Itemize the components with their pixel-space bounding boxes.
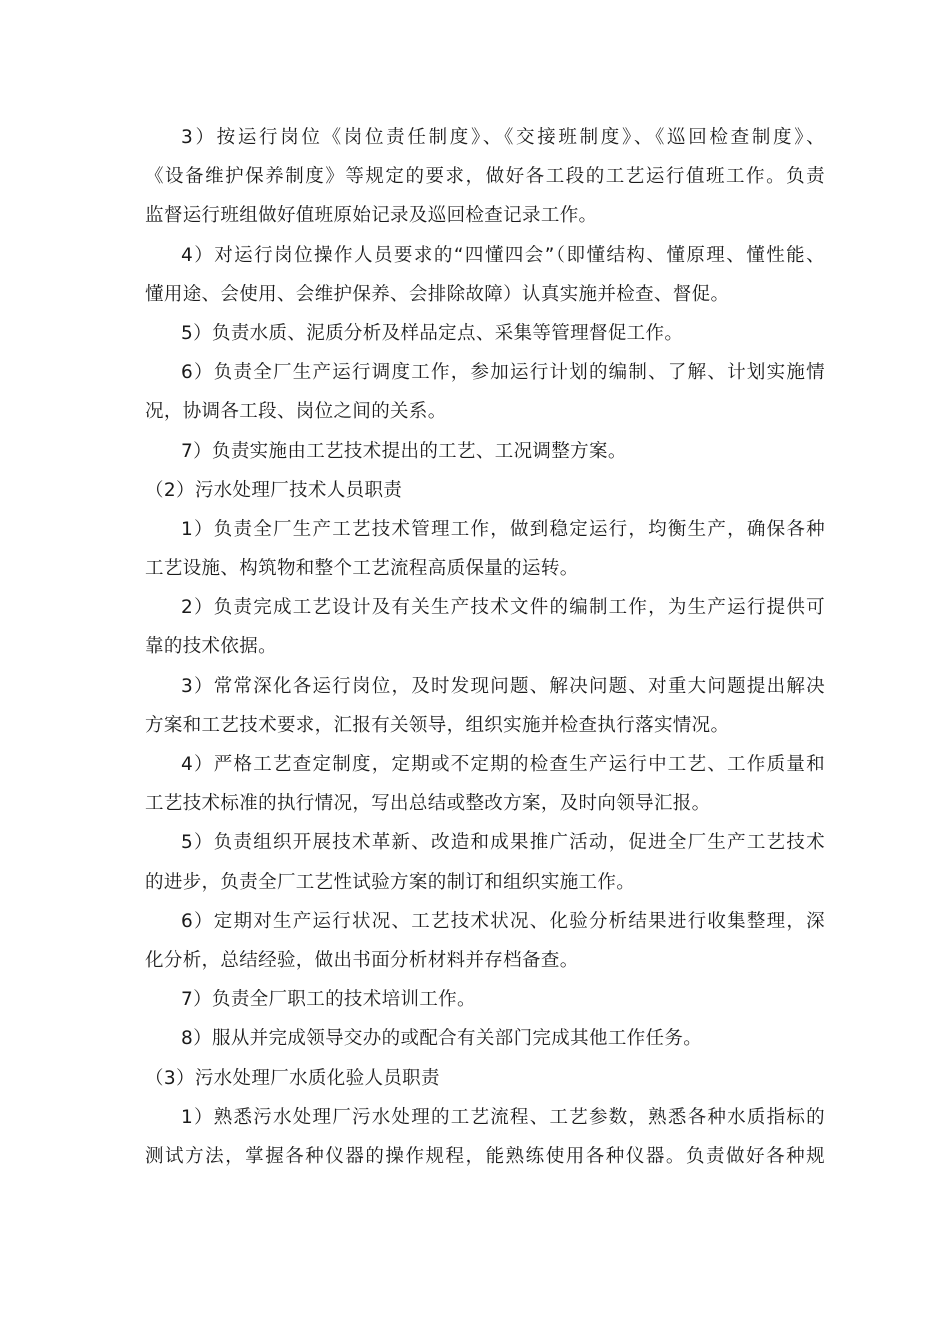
text-line: 方案和工艺技术要求，汇报有关领导，组织实施并检查执行落实情况。	[145, 714, 730, 736]
text-line: 靠的技术依据。	[145, 636, 277, 658]
text-line: 4）对运行岗位操作人员要求的“四懂四会”（即懂结构、懂原理、懂性能、	[181, 244, 825, 266]
text-line: 况，协调各工段、岗位之间的关系。	[145, 401, 447, 423]
text-line: 工艺技术标准的执行情况，写出总结或整改方案，及时向领导汇报。	[145, 793, 711, 815]
text-line: 1）熟悉污水处理厂污水处理的工艺流程、工艺参数，熟悉各种水质指标的	[181, 1106, 825, 1128]
text-line: 化分析，总结经验，做出书面分析材料并存档备查。	[145, 949, 579, 971]
text-line: 3）常常深化各运行岗位，及时发现问题、解决问题、对重大问题提出解决	[181, 675, 825, 697]
document-body	[145, 118, 825, 1176]
text-line: 的进步，负责全厂工艺性试验方案的制订和组织实施工作。	[145, 871, 636, 893]
text-line: 8）服从并完成领导交办的或配合有关部门完成其他工作任务。	[181, 1028, 703, 1050]
text-line: 2）负责完成工艺设计及有关生产技术文件的编制工作，为生产运行提供可	[181, 597, 825, 619]
text-line: 工艺设施、构筑物和整个工艺流程高质保量的运转。	[145, 558, 579, 580]
text-line: 7）负责全厂职工的技术培训工作。	[181, 989, 476, 1011]
text-line: 《设备维护保养制度》等规定的要求，做好各工段的工艺运行值班工作。负责	[145, 166, 825, 188]
text-line: 4）严格工艺查定制度，定期或不定期的检查生产运行中工艺、工作质量和	[181, 754, 825, 775]
text-line: 6）负责全厂生产运行调度工作，参加运行计划的编制、了解、计划实施情	[181, 362, 825, 384]
text-line: 懂用途、会使用、会维护保养、会排除故障）认真实施并检查、督促。	[145, 283, 730, 305]
text-line: 6）定期对生产运行状况、工艺技术状况、化验分析结果进行收集整理，深	[181, 910, 825, 932]
text-line: 7）负责实施由工艺技术提出的工艺、工况调整方案。	[181, 440, 627, 462]
text-line: 5）负责水质、泥质分析及样品定点、采集等管理督促工作。	[181, 322, 684, 344]
text-line: 1）负责全厂生产工艺技术管理工作，做到稳定运行，均衡生产，确保各种	[181, 518, 825, 540]
text-line: 测试方法，掌握各种仪器的操作规程，能熟练使用各种仪器。负责做好各种规	[145, 1145, 825, 1167]
text-line: 5）负责组织开展技术革新、改造和成果推广活动，促进全厂生产工艺技术	[181, 832, 825, 854]
text-line: 监督运行班组做好值班原始记录及巡回检查记录工作。	[145, 205, 598, 227]
text-line: （2）污水处理厂技术人员职责	[145, 479, 403, 501]
text-line: （3）污水处理厂水质化验人员职责	[145, 1067, 440, 1089]
text-line: 3）按运行岗位《岗位责任制度》、《交接班制度》、《巡回检查制度》、	[181, 127, 825, 148]
